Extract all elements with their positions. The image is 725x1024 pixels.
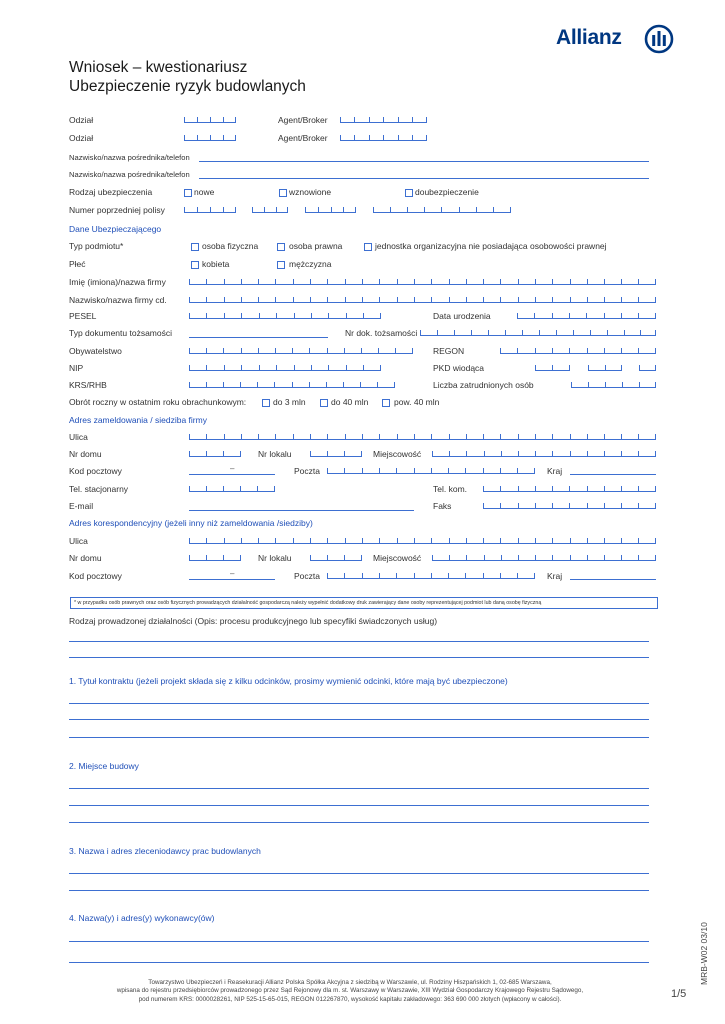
typ-dokumentu-line[interactable] bbox=[189, 337, 328, 338]
kraj-line[interactable] bbox=[570, 474, 656, 475]
page-title-line2: Ubezpieczenie ryzyk budowlanych bbox=[69, 78, 306, 95]
koresp-miejscowosc-field[interactable] bbox=[432, 555, 656, 561]
adres-koresp-heading: Adres korespondencyjny (jeżeli inny niż zameldowania /siedziby) bbox=[69, 518, 313, 528]
posrednik-label: Nazwisko/nazwa pośrednika/telefon bbox=[69, 153, 190, 162]
typ-podmiotu-label: Typ podmiotu* bbox=[69, 241, 124, 251]
obrot-pow40mln-checkbox[interactable] bbox=[382, 399, 390, 407]
dzialalnosci-line-2[interactable] bbox=[69, 657, 649, 658]
koresp-ulica-label: Ulica bbox=[69, 536, 88, 546]
footer-line-3: pod numerem KRS: 0000028261, NIP 525-15-65-015, REGON 012267870, wysokość kapitału zakładowego: 363 690 000 złotych (wpłacony w całości). bbox=[138, 995, 562, 1003]
section-4-line-1[interactable] bbox=[69, 941, 649, 942]
kraj-label: Kraj bbox=[547, 466, 563, 476]
brand-name: Allianz bbox=[556, 26, 622, 49]
koresp-ulica-field[interactable] bbox=[189, 538, 656, 544]
oddzial-label-2: Odział bbox=[69, 133, 94, 143]
koresp-nr-domu-field[interactable] bbox=[189, 555, 241, 561]
koresp-miejscowosc-label: Miejscowość bbox=[373, 553, 422, 563]
section-2-line-3[interactable] bbox=[69, 822, 649, 823]
koresp-nr-lokalu-field[interactable] bbox=[310, 555, 362, 561]
obywatelstwo-label: Obywatelstwo bbox=[69, 346, 122, 356]
mezczyzna-checkbox[interactable] bbox=[277, 261, 285, 269]
plec-label: Płeć bbox=[69, 259, 86, 269]
oddzial-field[interactable] bbox=[184, 117, 236, 123]
numer-polisy-field-4[interactable] bbox=[373, 207, 511, 213]
tel-kom-label: Tel. kom. bbox=[433, 484, 468, 494]
nazwisko-label: Nazwisko/nazwa firmy cd. bbox=[69, 295, 167, 305]
numer-polisy-field-2[interactable] bbox=[252, 207, 288, 213]
nowe-checkbox[interactable] bbox=[184, 189, 192, 197]
obrot-pow40mln-label: pow. 40 mln bbox=[394, 397, 440, 407]
pkd-field-2[interactable] bbox=[588, 365, 622, 371]
faks-label: Faks bbox=[433, 501, 452, 511]
regon-field[interactable] bbox=[500, 348, 656, 354]
koresp-kraj-line[interactable] bbox=[570, 579, 656, 580]
agent-field[interactable] bbox=[340, 117, 427, 123]
dane-heading: Dane Ubezpieczającego bbox=[69, 224, 162, 234]
nazwisko-field[interactable] bbox=[189, 297, 656, 303]
adres-zameldowania-heading: Adres zameldowania / siedziba firmy bbox=[69, 415, 207, 425]
nr-domu-label: Nr domu bbox=[69, 449, 102, 459]
jednostka-checkbox[interactable] bbox=[364, 243, 372, 251]
section-2-line-2[interactable] bbox=[69, 805, 649, 806]
wznowione-label: wznowione bbox=[289, 187, 332, 197]
section-3-heading: 3. Nazwa i adres zleceniodawcy prac budowlanych bbox=[69, 846, 261, 856]
data-urodzenia-label: Data urodzenia bbox=[433, 311, 491, 321]
posrednik-line[interactable] bbox=[199, 161, 649, 162]
faks-field[interactable] bbox=[483, 503, 656, 509]
obywatelstwo-field[interactable] bbox=[189, 348, 413, 354]
nr-dok-label: Nr dok. tożsamości bbox=[345, 328, 418, 338]
pkd-field-1[interactable] bbox=[535, 365, 570, 371]
section-3-line-1[interactable] bbox=[69, 873, 649, 874]
pkd-field-3[interactable] bbox=[639, 365, 656, 371]
section-1-line-3[interactable] bbox=[69, 737, 649, 738]
agent-field-2[interactable] bbox=[340, 135, 427, 141]
allianz-logo-icon bbox=[644, 24, 674, 54]
osoba-fizyczna-label: osoba fizyczna bbox=[202, 241, 259, 251]
nip-field[interactable] bbox=[189, 365, 381, 371]
pesel-field[interactable] bbox=[189, 313, 381, 319]
email-label: E-mail bbox=[69, 501, 94, 511]
poczta-field[interactable] bbox=[327, 468, 535, 474]
tel-stacjonarny-label: Tel. stacjonarny bbox=[69, 484, 129, 494]
doubezpieczenie-label: doubezpieczenie bbox=[415, 187, 479, 197]
wznowione-checkbox[interactable] bbox=[279, 189, 287, 197]
imie-field[interactable] bbox=[189, 279, 656, 285]
pesel-label: PESEL bbox=[69, 311, 97, 321]
email-line[interactable] bbox=[189, 510, 414, 511]
obrot-40mln-label: do 40 mln bbox=[331, 397, 369, 407]
poczta-label: Poczta bbox=[294, 466, 320, 476]
agent-label: Agent/Broker bbox=[278, 115, 328, 125]
jednostka-label: jednostka organizacyjna nie posiadająca osobowości prawnej bbox=[375, 241, 607, 251]
nip-label: NIP bbox=[69, 363, 84, 373]
mezczyzna-label: mężczyzna bbox=[289, 259, 332, 269]
agent-label-2: Agent/Broker bbox=[278, 133, 328, 143]
section-3-line-2[interactable] bbox=[69, 890, 649, 891]
imie-label: Imię (imiona)/nazwa firmy bbox=[69, 277, 166, 287]
footer-line-1: Towarzystwo Ubezpieczeń i Reasekuracji Allianz Polska Spółka Akcyjna z siedzibą w Warszawie, ul. Rodziny Hiszpańskich 1, 02-685 Warszawa, bbox=[148, 979, 552, 986]
page-number: 1/5 bbox=[671, 988, 687, 1000]
krs-label: KRS/RHB bbox=[69, 380, 107, 390]
dzialalnosci-line-1[interactable] bbox=[69, 641, 649, 642]
numer-polisy-field-3[interactable] bbox=[305, 207, 356, 213]
osoba-fizyczna-checkbox[interactable] bbox=[191, 243, 199, 251]
kod-pocztowy-line[interactable] bbox=[189, 474, 275, 475]
section-4-line-2[interactable] bbox=[69, 962, 649, 963]
data-urodzenia-field[interactable] bbox=[517, 313, 656, 319]
obrot-3mln-label: do 3 mln bbox=[273, 397, 306, 407]
section-1-heading: 1. Tytuł kontraktu (jeżeli projekt składa się z kilku odcinków, prosimy wymienić odcinki, które mają być ubezpieczone) bbox=[69, 676, 508, 686]
section-2-line-1[interactable] bbox=[69, 788, 649, 789]
posrednik-line-2[interactable] bbox=[199, 178, 649, 179]
section-2-heading: 2. Miejsce budowy bbox=[69, 761, 139, 771]
nr-lokalu-field[interactable] bbox=[310, 451, 362, 457]
nowe-label: nowe bbox=[194, 187, 215, 197]
kod-pocztowy-label: Kod pocztowy bbox=[69, 466, 122, 476]
kobieta-label: kobieta bbox=[202, 259, 230, 269]
form-code: MRB-W02 03/10 bbox=[699, 922, 709, 985]
koresp-kod-dash: – bbox=[230, 569, 235, 578]
nr-dok-field[interactable] bbox=[420, 330, 656, 336]
osoba-prawna-label: osoba prawna bbox=[289, 241, 343, 251]
section-1-line-2[interactable] bbox=[69, 719, 649, 720]
rodzaj-dzialalnosci-label: Rodzaj prowadzonej działalności (Opis: procesu produkcyjnego lub specyfiki świadczonych usług) bbox=[69, 616, 438, 626]
koresp-nr-domu-label: Nr domu bbox=[69, 553, 102, 563]
koresp-poczta-label: Poczta bbox=[294, 571, 320, 581]
oddzial-field-2[interactable] bbox=[184, 135, 236, 141]
typ-dokumentu-label: Typ dokumentu tożsamości bbox=[69, 328, 172, 338]
ulica-field[interactable] bbox=[189, 434, 656, 440]
section-4-heading: 4. Nazwa(y) i adres(y) wykonawcy(ów) bbox=[69, 913, 215, 923]
koresp-nr-lokalu-label: Nr lokalu bbox=[258, 553, 292, 563]
krs-field[interactable] bbox=[189, 382, 395, 388]
tel-stacjonarny-field[interactable] bbox=[189, 486, 275, 492]
miejscowosc-field[interactable] bbox=[432, 451, 656, 457]
footer-line-2: wpisana do rejestru przedsiębiorców prowadzonego przez Sąd Rejonowy dla m. st. Warszawy w Warszawie, XIII Wydział Gospodarczy Krajowego Rejestru Sądowego, bbox=[116, 987, 584, 995]
koresp-kod-label: Kod pocztowy bbox=[69, 571, 122, 581]
footnote-box: * w przypadku osób prawnych oraz osób fizycznych prowadzących działalność gospodarczą należy wypełnić dodatkowy druk zawierający dane osoby reprezentującej podmiot lub daną osobę fizyczną bbox=[70, 597, 658, 609]
section-1-line-1[interactable] bbox=[69, 703, 649, 704]
page-title-line1: Wniosek – kwestionariusz bbox=[69, 59, 248, 76]
oddzial-label: Odział bbox=[69, 115, 94, 125]
obrot-40mln-checkbox[interactable] bbox=[320, 399, 328, 407]
zatrudnionych-label: Liczba zatrudnionych osób bbox=[433, 380, 534, 390]
rodzaj-label: Rodzaj ubezpieczenia bbox=[69, 187, 153, 197]
koresp-poczta-field[interactable] bbox=[327, 573, 535, 579]
zatrudnionych-field[interactable] bbox=[571, 382, 656, 388]
pkd-label: PKD wiodąca bbox=[433, 363, 485, 373]
obrot-label: Obrót roczny w ostatnim roku obrachunkowym: bbox=[69, 397, 247, 407]
koresp-kraj-label: Kraj bbox=[547, 571, 563, 581]
tel-kom-field[interactable] bbox=[483, 486, 656, 492]
osoba-prawna-checkbox[interactable] bbox=[277, 243, 285, 251]
miejscowosc-label: Miejscowość bbox=[373, 449, 422, 459]
numer-polisy-label: Numer poprzedniej polisy bbox=[69, 205, 165, 215]
nr-domu-field[interactable] bbox=[189, 451, 241, 457]
kobieta-checkbox[interactable] bbox=[191, 261, 199, 269]
doubezpieczenie-checkbox[interactable] bbox=[405, 189, 413, 197]
regon-label: REGON bbox=[433, 346, 465, 356]
nr-lokalu-label: Nr lokalu bbox=[258, 449, 292, 459]
posrednik-label-2: Nazwisko/nazwa pośrednika/telefon bbox=[69, 170, 190, 179]
ulica-label: Ulica bbox=[69, 432, 88, 442]
obrot-3mln-checkbox[interactable] bbox=[262, 399, 270, 407]
numer-polisy-field-1[interactable] bbox=[184, 207, 236, 213]
footer bbox=[80, 979, 620, 1004]
kod-pocztowy-dash: – bbox=[230, 464, 235, 473]
koresp-kod-line[interactable] bbox=[189, 579, 275, 580]
